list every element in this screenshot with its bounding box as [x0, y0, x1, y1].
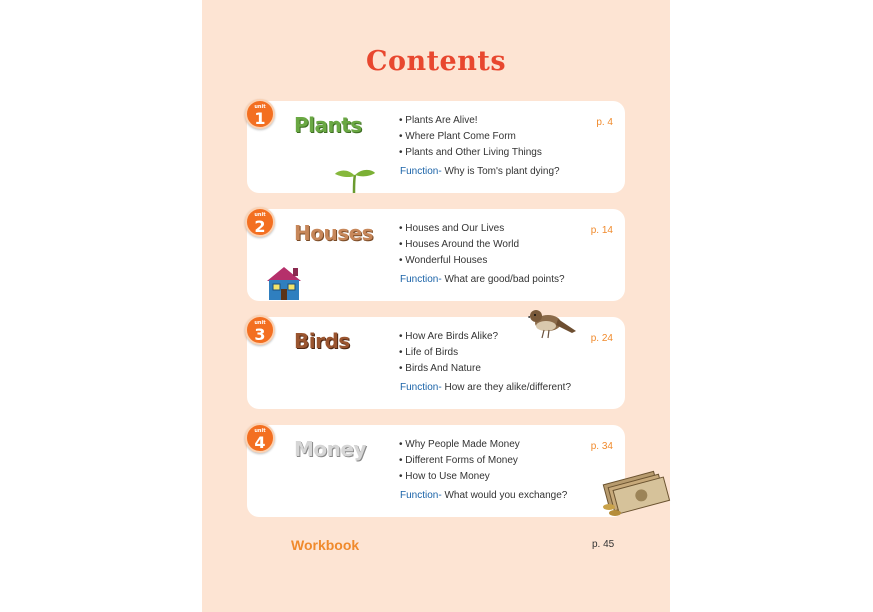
unit-name: Plants: [294, 113, 362, 137]
seedling-icon: [333, 165, 377, 195]
function-text: How are they alike/different?: [441, 382, 572, 393]
topic-list: [399, 113, 542, 161]
page-number[interactable]: p. 4: [596, 117, 613, 128]
topic-item: • Plants Are Alive!: [399, 113, 542, 129]
function-line: [400, 166, 560, 177]
sparrow-icon: [528, 305, 578, 345]
page-title: Contents: [365, 46, 507, 77]
topic-item: • Birds And Nature: [399, 361, 498, 377]
topic-list: [399, 437, 520, 485]
topic-item: • Life of Birds: [399, 345, 498, 361]
topic-item: • How to Use Money: [399, 469, 520, 485]
workbook-link[interactable]: Workbook: [291, 537, 360, 553]
function-label: Function-: [400, 382, 442, 393]
unit-card-2[interactable]: [247, 209, 625, 301]
unit-card-4[interactable]: [247, 425, 625, 517]
unit-card-3[interactable]: [247, 317, 625, 409]
topic-list: [399, 221, 519, 269]
unit-label: unit: [254, 428, 266, 434]
topic-item: • Wonderful Houses: [399, 253, 519, 269]
unit-number: 4: [254, 433, 266, 452]
page-number[interactable]: p. 34: [590, 441, 613, 452]
topic-item: • Different Forms of Money: [399, 453, 520, 469]
unit-badge: [245, 423, 275, 453]
function-line: [400, 490, 567, 501]
unit-label: unit: [254, 320, 266, 326]
unit-label: unit: [254, 212, 266, 218]
function-text: What are good/bad points?: [441, 274, 565, 285]
topic-item: • Houses and Our Lives: [399, 221, 519, 237]
topic-list: [399, 329, 498, 377]
workbook-page-number[interactable]: p. 45: [592, 539, 615, 550]
unit-badge: [245, 99, 275, 129]
function-label: Function-: [400, 274, 442, 285]
unit-label: unit: [254, 104, 266, 110]
topic-item: • Plants and Other Living Things: [399, 145, 542, 161]
unit-name: Houses: [294, 221, 374, 245]
topic-item: • Why People Made Money: [399, 437, 520, 453]
topic-item: • Where Plant Come Form: [399, 129, 542, 145]
function-label: Function-: [400, 490, 442, 501]
unit-name: Birds: [294, 329, 350, 353]
function-text: What would you exchange?: [441, 490, 568, 501]
topic-item: • How Are Birds Alike?: [399, 329, 498, 345]
unit-number: 3: [254, 325, 266, 344]
unit-number: 1: [254, 109, 266, 128]
topic-item: • Houses Around the World: [399, 237, 519, 253]
page-number[interactable]: p. 24: [590, 333, 613, 344]
contents-page: [202, 0, 670, 612]
unit-number: 2: [254, 217, 266, 236]
unit-name: Money: [294, 437, 366, 461]
page-number[interactable]: p. 14: [590, 225, 613, 236]
unit-badge: [245, 315, 275, 345]
function-line: [400, 382, 571, 393]
function-label: Function-: [400, 166, 442, 177]
function-line: [400, 274, 565, 285]
house-icon: [263, 265, 305, 301]
money-icon: [597, 467, 673, 523]
function-text: Why is Tom's plant dying?: [441, 166, 560, 177]
unit-card-1[interactable]: [247, 101, 625, 193]
unit-badge: [245, 207, 275, 237]
